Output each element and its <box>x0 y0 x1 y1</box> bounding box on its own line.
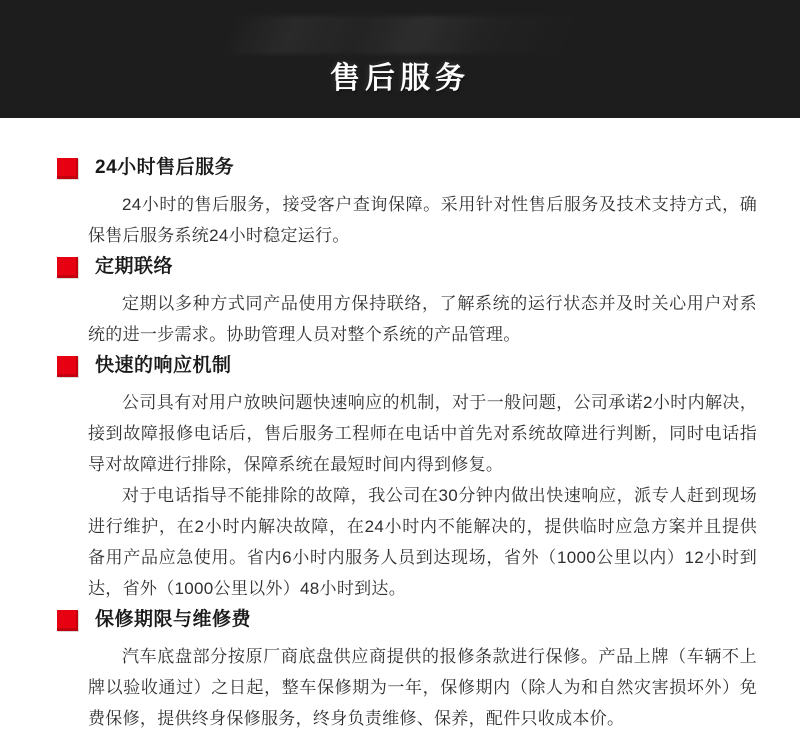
section-paragraph: 汽车底盘部分按原厂商底盘供应商提供的报修条款进行保修。产品上牌（车辆不上牌以验收通过）之日起，整车保修期为一年，保修期内（除人为和自然灾害损坏外）免费保修，提供终身保修服务，终身负责维修、保养，配件只收成本价。 <box>88 647 757 728</box>
title-banner <box>0 0 800 118</box>
watermark <box>224 16 576 54</box>
section-heading: 24小时售后服务 <box>95 157 235 178</box>
section-paragraph: 24小时的售后服务，接受客户查询保障。采用针对性售后服务及技术支持方式，确保售后服务系统24小时稳定运行。 <box>88 195 757 245</box>
square-bullet-icon <box>57 158 78 179</box>
section-24h-service <box>57 156 757 251</box>
document-body <box>0 118 800 734</box>
section-paragraph: 对于电话指导不能排除的故障，我公司在30分钟内做出快速响应，派专人赶到现场进行维护，在2小时内解决故障，在24小时内不能解决的，提供临时应急方案并且提供备用产品应急使用。省内6小时内服务人员到达现场，省外（1000公里以内）12小时到达，省外（1000公里以外）48小时到达。 <box>88 486 757 598</box>
section-heading-row <box>57 354 757 378</box>
section-heading: 保修期限与维修费 <box>95 609 252 630</box>
page-title: 售后服务 <box>330 62 470 95</box>
section-paragraph: 定期以多种方式同产品使用方保持联络，了解系统的运行状态并及时关心用户对系统的进一步需求。协助管理人员对整个系统的产品管理。 <box>88 294 757 344</box>
square-bullet-icon <box>57 356 78 377</box>
section-heading-row <box>57 255 757 279</box>
section-fast-response <box>57 354 757 604</box>
section-regular-contact <box>57 255 757 350</box>
section-heading-row <box>57 156 757 180</box>
section-heading: 快速的响应机制 <box>95 355 232 376</box>
section-warranty <box>57 608 757 734</box>
section-paragraph: 公司具有对用户放映问题快速响应的机制，对于一般问题，公司承诺2小时内解决，接到故障报修电话后，售后服务工程师在电话中首先对系统故障进行判断，同时电话指导对故障进行排除，保障系统在最短时间内得到修复。 <box>88 393 757 474</box>
square-bullet-icon <box>57 257 78 278</box>
square-bullet-icon <box>57 610 78 631</box>
section-heading: 定期联络 <box>95 256 174 277</box>
section-heading-row <box>57 608 757 632</box>
